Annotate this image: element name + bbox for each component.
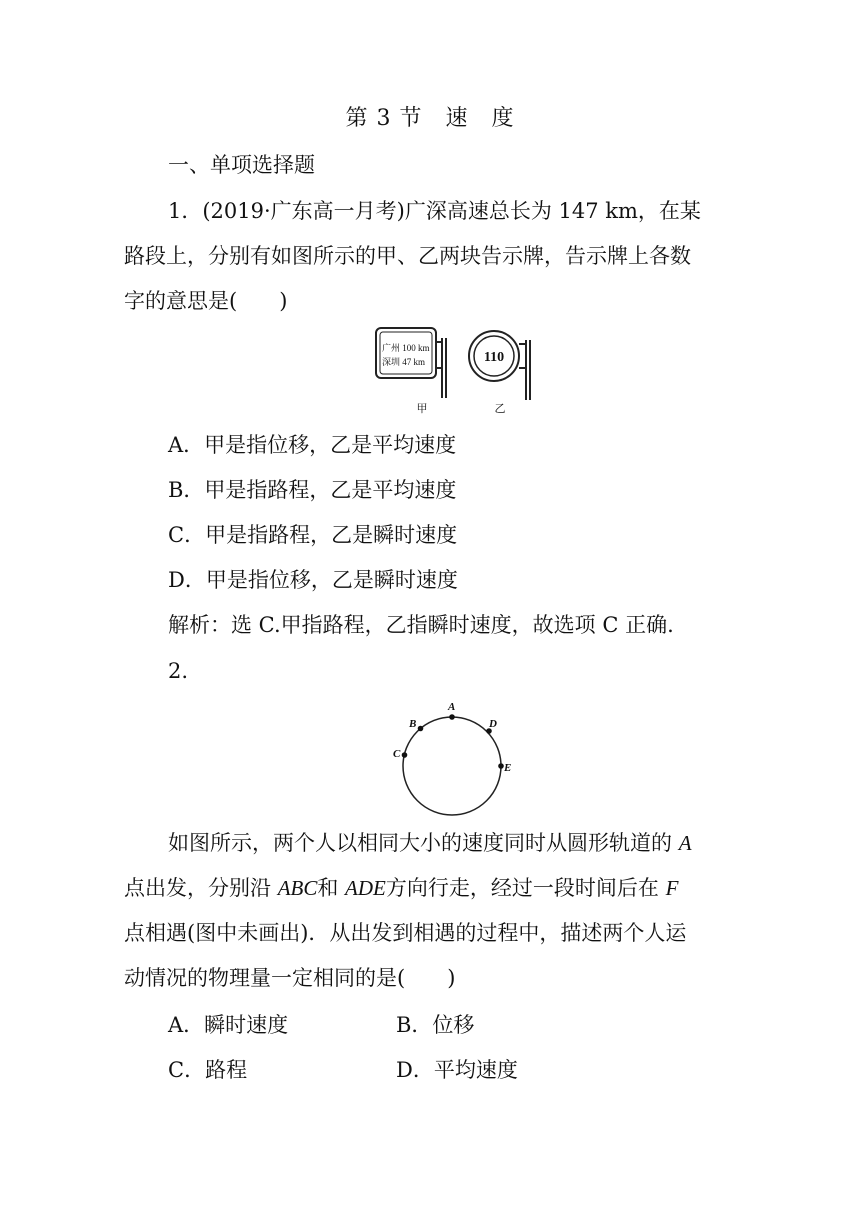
q1-option-b: B．甲是指路程，乙是平均速度	[168, 478, 457, 502]
circular-track-figure	[380, 690, 530, 820]
point-e	[498, 763, 504, 769]
speed-limit-value: 110	[483, 350, 505, 365]
sign-jia	[376, 328, 446, 398]
q2-line2-text-1: 点出发，分别沿	[124, 876, 278, 900]
page-title: 第 3 节 速 度	[345, 106, 515, 131]
q2-option-d: D．平均速度	[396, 1058, 518, 1082]
q1-option-c: C．甲是指路程，乙是瞬时速度	[168, 523, 458, 547]
label-a: A	[448, 701, 456, 713]
label-b: B	[409, 718, 417, 730]
sign-jia-line-1: 广州 100 km	[382, 343, 430, 353]
var-abc: ABC	[277, 876, 318, 900]
q2-text-line-4: 动情况的物理量一定相同的是( )	[124, 966, 456, 990]
q1-analysis: 解析：选 C.甲指路程，乙指瞬时速度，故选项 C 正确.	[168, 613, 674, 637]
q1-text-line-2: 路段上，分别有如图所示的甲、乙两块告示牌，告示牌上各数	[124, 244, 691, 268]
var-a: A	[678, 831, 692, 855]
q1-text-line-1: 1．(2019·广东高一月考)广深高速总长为 147 km，在某	[168, 199, 701, 223]
label-d: D	[489, 718, 497, 730]
section-heading: 一、单项选择题	[168, 153, 315, 177]
point-b	[418, 726, 424, 732]
point-c	[402, 752, 408, 758]
q2-number: 2.	[168, 659, 189, 683]
q2-text-line-3: 点相遇(图中未画出)．从出发到相遇的过程中，描述两个人运	[124, 921, 687, 945]
point-a	[449, 714, 455, 720]
q2-line2-text-2: 和	[317, 876, 346, 900]
road-signs-figure	[366, 320, 546, 420]
q1-option-a: A．甲是指位移，乙是平均速度	[168, 433, 457, 457]
q1-text-line-3: 字的意思是( )	[124, 289, 288, 313]
caption-jia: 甲	[416, 403, 428, 415]
label-e: E	[504, 762, 512, 774]
q2-line2-text-3: 方向行走，经过一段时间后在	[385, 876, 666, 900]
q2-option-c: C．路程	[168, 1058, 248, 1082]
sign-yi	[469, 331, 530, 400]
var-ade: ADE	[345, 876, 386, 900]
q2-option-a: A．瞬时速度	[168, 1013, 289, 1037]
q2-text-line-1	[168, 828, 692, 858]
q2-option-b: B．位移	[396, 1013, 475, 1037]
label-c: C	[393, 748, 401, 760]
var-f: F	[665, 876, 679, 900]
q2-line1-text: 如图所示，两个人以相同大小的速度同时从圆形轨道的	[168, 831, 679, 855]
caption-yi: 乙	[494, 403, 506, 415]
sign-jia-line-2: 深圳 47 km	[382, 357, 426, 367]
q1-option-d: D．甲是指位移，乙是瞬时速度	[168, 568, 458, 592]
q2-text-line-2	[124, 873, 678, 903]
